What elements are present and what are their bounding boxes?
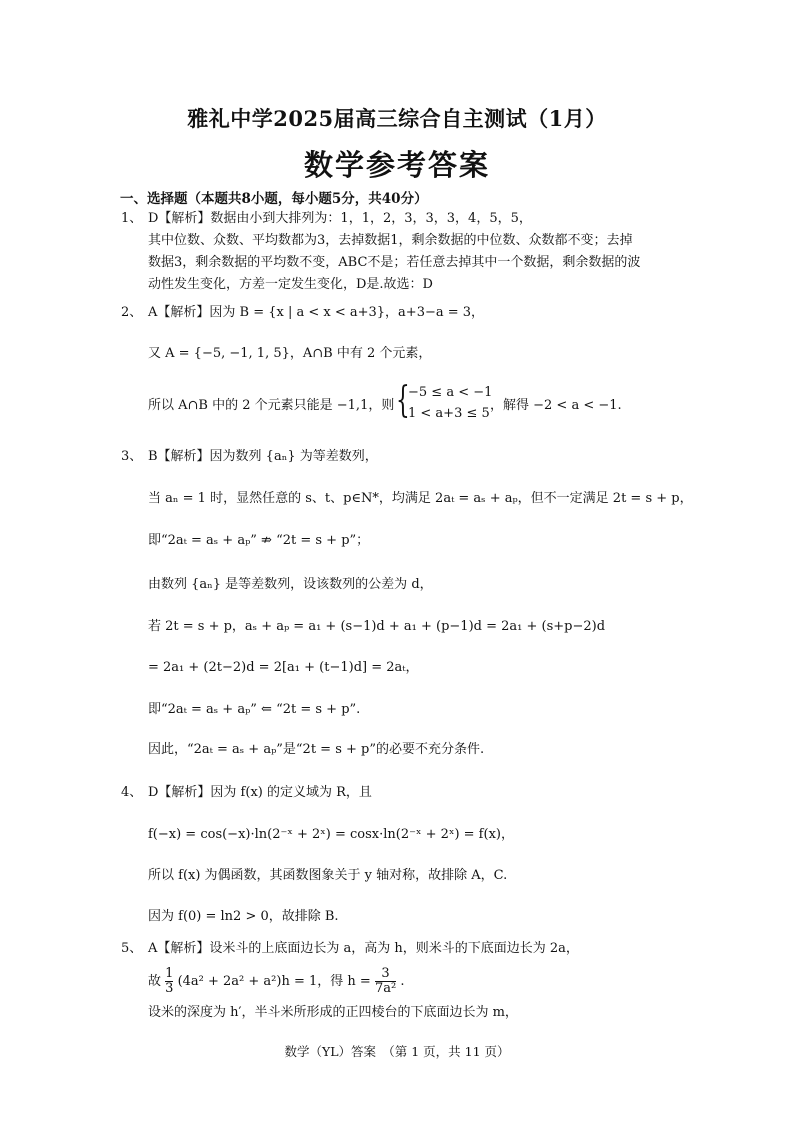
fraction-h (375, 967, 396, 996)
q3-line-8: 因此，“2aₜ = aₛ + aₚ”是“2t = s + p”的必要不充分条件. (148, 742, 485, 757)
q5-line-1: A【解析】设米斗的上底面边长为 a，高为 h，则米斗的下底面边长为 2a， (148, 941, 579, 956)
q2-system-2: 1 < a+3 ≤ 5 (408, 406, 490, 421)
question-number-3: 3、 (121, 449, 143, 464)
question-number-1: 1、 (121, 211, 143, 226)
question-number-2: 2、 (121, 305, 143, 320)
q2-line-3b: ，解得 −2 < a < −1. (490, 398, 622, 413)
document-title: 数学参考答案 (303, 148, 490, 182)
q1-line-3: 数据3，剩余数据的平均数不变，ABC不是；若任意去掉其中一个数据，剩余数据的波 (148, 255, 641, 270)
q1-line-1: D【解析】数据由小到大排列为：1，1，2，3，3，3，4，5，5， (148, 211, 532, 226)
q3-line-2: 当 aₙ = 1 时，显然任意的 s、t、p∈N*，均满足 2aₜ = aₛ + aₚ，但不一定满足 2t = s + p， (148, 491, 693, 506)
q2-line-3a: 所以 A∩B 中的 2 个元素只能是 −1,1，则 (148, 398, 395, 413)
q5-line-2c: . (400, 974, 405, 989)
q3-line-6: = 2a₁ + (2t−2)d = 2[a₁ + (t−1)d] = 2aₜ， (148, 660, 419, 675)
q2-line-2: 又 A = {−5, −1, 1, 5}，A∩B 中有 2 个元素， (148, 346, 432, 361)
q2-system-1: −5 ≤ a < −1 (408, 385, 493, 400)
section-heading: 一、选择题（本题共8小题，每小题5分，共40分） (120, 191, 428, 207)
q1-line-4: 动性发生变化，方差一定发生变化，D是.故选：D (148, 277, 433, 292)
fraction-denominator: 7a² (374, 981, 397, 996)
q3-line-5: 若 2t = s + p，aₛ + aₚ = a₁ + (s−1)d + a₁ + (p−1)d = 2a₁ + (s+p−2)d (148, 619, 606, 634)
question-number-4: 4、 (121, 785, 143, 800)
fraction-denominator: 3 (165, 981, 174, 996)
exam-title: 雅礼中学2025届高三综合自主测试（1月） (187, 106, 607, 131)
q5-line-2b: (4a² + 2a² + a²)h = 1，得 h = (177, 974, 371, 989)
q1-line-2: 其中位数、众数、平均数都为3，去掉数据1，剩余数据的中位数、众数都不变；去掉 (148, 233, 633, 248)
fraction-one-third (165, 967, 173, 996)
q5-line-3: 设米的深度为 h′，半斗米所形成的正四棱台的下底面边长为 m， (148, 1005, 518, 1020)
q3-line-4: 由数列 {aₙ} 是等差数列，设该数列的公差为 d， (148, 577, 433, 592)
q4-line-4: 因为 f(0) = ln2 > 0，故排除 B. (148, 909, 339, 924)
page-footer: 数学（YL）答案 （第 1 页，共 11 页） (284, 1044, 510, 1059)
q3-line-7: 即“2aₜ = aₛ + aₚ” ⇐ “2t = s + p”. (148, 702, 361, 717)
fraction-numerator: 3 (381, 966, 390, 981)
q4-line-2: f(−x) = cos(−x)·ln(2⁻ˣ + 2ˣ) = cosx·ln(2⁻ˣ + 2ˣ) = f(x)， (148, 827, 514, 842)
q2-line-1: A【解析】因为 B = {x | a < x < a+3}，a+3−a = 3， (148, 305, 485, 320)
q5-line-2a: 故 (148, 974, 162, 989)
q4-line-1: D【解析】因为 f(x) 的定义域为 R，且 (148, 785, 372, 800)
q3-line-1: B【解析】因为数列 {aₙ} 为等差数列， (148, 449, 378, 464)
system-brace: { (396, 380, 410, 421)
q5-line-2 (148, 967, 404, 996)
question-number-5: 5、 (121, 941, 143, 956)
q3-line-3: 即“2aₜ = aₛ + aₚ” ⇏ “2t = s + p”； (148, 533, 370, 548)
fraction-numerator: 1 (165, 966, 174, 981)
q4-line-3: 所以 f(x) 为偶函数，其函数图象关于 y 轴对称，故排除 A，C. (148, 868, 508, 883)
